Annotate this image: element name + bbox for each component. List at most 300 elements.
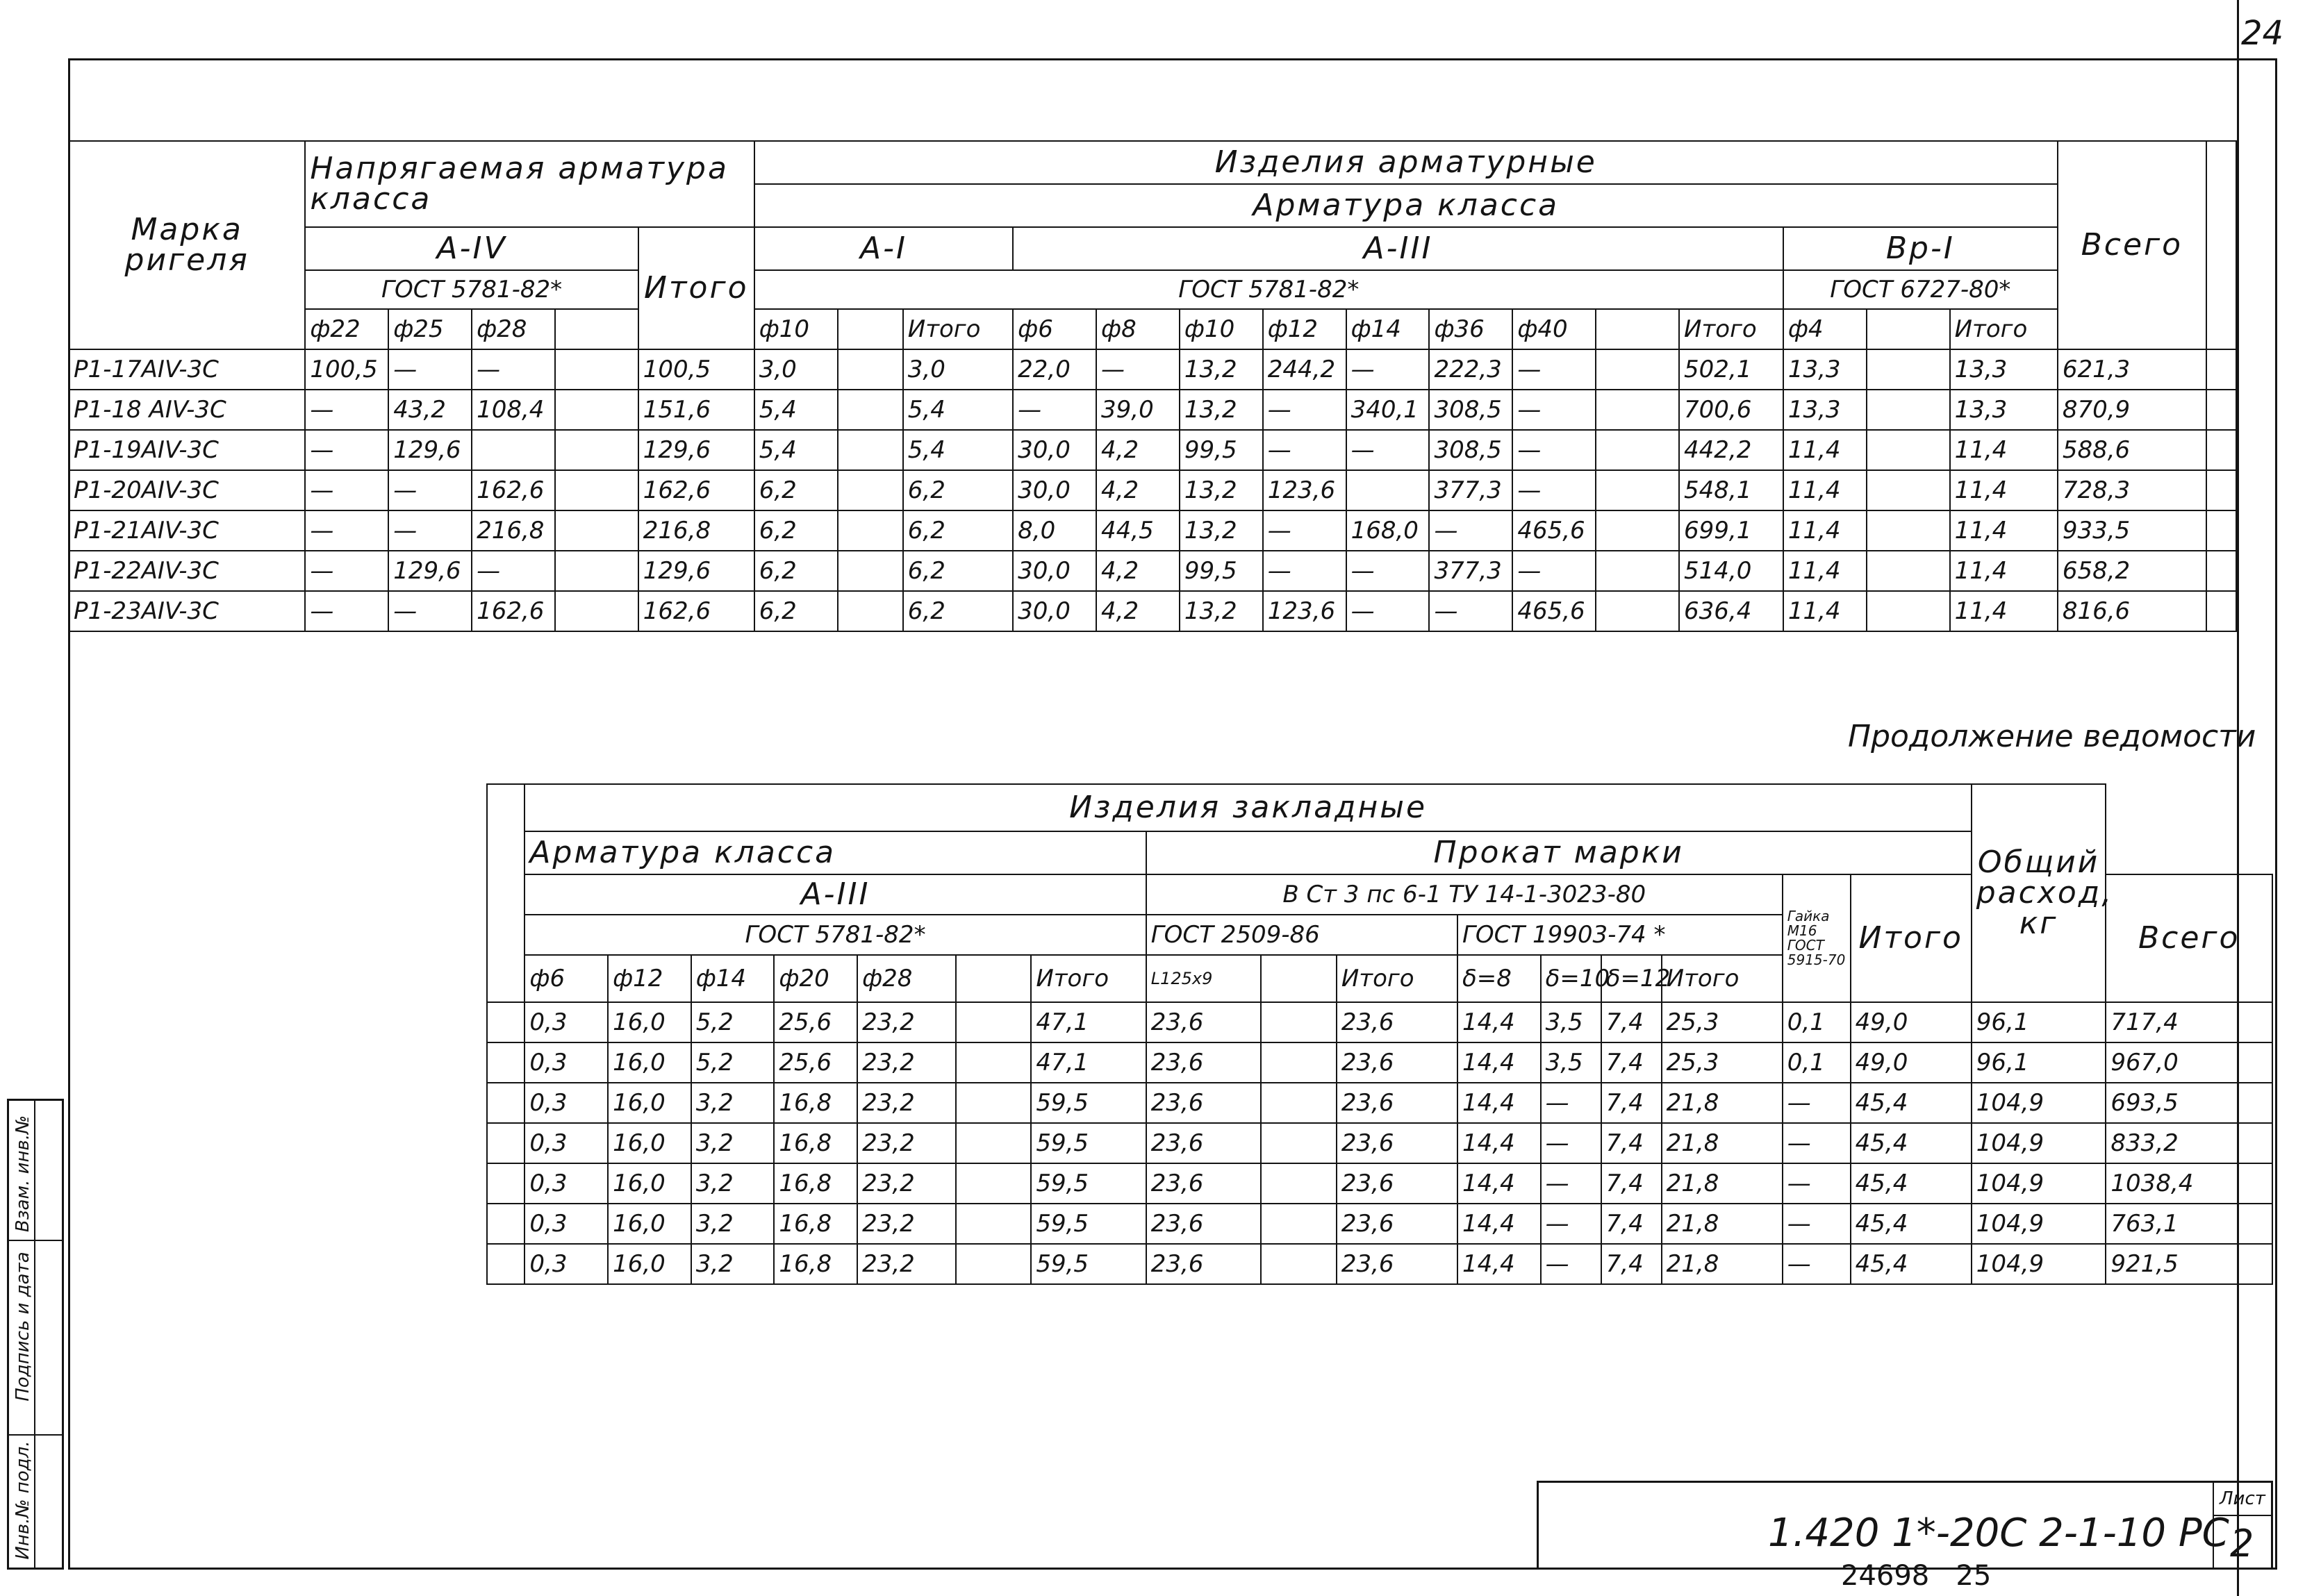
table-cell xyxy=(956,1083,1032,1123)
table-cell: 921,5 xyxy=(2106,1244,2272,1284)
table-cell: — xyxy=(1541,1244,1601,1284)
table-cell: 129,6 xyxy=(638,430,754,470)
header-a3: А-III xyxy=(1013,227,1783,270)
table-cell: — xyxy=(1541,1163,1601,1204)
table-cell: 5,4 xyxy=(754,430,838,470)
table-cell: 14,4 xyxy=(1457,1083,1541,1123)
table-cell: 13,2 xyxy=(1180,470,1263,510)
table-cell: 23,6 xyxy=(1337,1083,1457,1123)
table-cell: 3,5 xyxy=(1541,1002,1601,1042)
left-margin-cell xyxy=(487,1123,524,1163)
table-cell: — xyxy=(1346,430,1430,470)
left-margin-cell xyxy=(487,1163,524,1204)
table-cell: 7,4 xyxy=(1601,1123,1662,1163)
table-cell: 47,1 xyxy=(1031,1042,1146,1083)
sub-header: L125x9 xyxy=(1146,955,1261,1002)
sub-header: δ=8 xyxy=(1457,955,1541,1002)
table-cell: 717,4 xyxy=(2106,1002,2272,1042)
sub-header: ф14 xyxy=(1346,309,1430,349)
table-row xyxy=(69,390,2236,430)
header-gost19903: ГОСТ 19903-74 * xyxy=(1457,915,1783,955)
table-cell: 465,6 xyxy=(1512,510,1596,551)
table-cell: — xyxy=(1346,551,1430,591)
table-cell: 870,9 xyxy=(2058,390,2206,430)
table-cell: 16,0 xyxy=(608,1123,691,1163)
table-cell: 14,4 xyxy=(1457,1244,1541,1284)
table-cell: 23,6 xyxy=(1146,1163,1261,1204)
header-prestressed: Напрягаемая арматура класса xyxy=(305,141,754,227)
table-cell xyxy=(1867,510,1950,551)
sub-header xyxy=(956,955,1032,1002)
table-cell: 49,0 xyxy=(1851,1042,1972,1083)
table-cell: 377,3 xyxy=(1429,551,1512,591)
table-cell: 6,2 xyxy=(754,591,838,631)
table-cell: 13,3 xyxy=(1783,349,1867,390)
table-row xyxy=(69,430,2236,470)
table-cell: 16,0 xyxy=(608,1163,691,1204)
table-cell: 244,2 xyxy=(1263,349,1346,390)
table-cell: 0,3 xyxy=(524,1002,608,1042)
table-cell: — xyxy=(1783,1244,1851,1284)
table-cell: 16,8 xyxy=(774,1123,857,1163)
table-cell: 4,2 xyxy=(1096,591,1180,631)
header-all: Всего xyxy=(2106,874,2272,1002)
table-cell: 6,2 xyxy=(903,551,1013,591)
table-cell: 23,2 xyxy=(857,1244,955,1284)
sub-header: ф36 xyxy=(1429,309,1512,349)
header-vst: В Ст 3 пс 6-1 ТУ 14-1-3023-80 xyxy=(1146,874,1783,915)
reinforcement-table xyxy=(68,140,2237,632)
table-cell: — xyxy=(1429,591,1512,631)
table-cell: 16,0 xyxy=(608,1002,691,1042)
table-cell: 5,4 xyxy=(903,390,1013,430)
header-total-prestressed: Итого xyxy=(638,227,754,349)
table-cell: 308,5 xyxy=(1429,430,1512,470)
table-cell: 59,5 xyxy=(1031,1163,1146,1204)
table-row xyxy=(487,1042,2272,1083)
table-cell: 6,2 xyxy=(903,510,1013,551)
table-cell: 104,9 xyxy=(1972,1204,2106,1244)
table-cell: 14,4 xyxy=(1457,1163,1541,1204)
header-gost2509: ГОСТ 2509-86 xyxy=(1146,915,1457,955)
table-cell: 59,5 xyxy=(1031,1123,1146,1163)
spare-cell xyxy=(2206,551,2236,591)
table-cell: 13,3 xyxy=(1783,390,1867,430)
table-cell: 7,4 xyxy=(1601,1002,1662,1042)
table-cell xyxy=(1596,591,1679,631)
table-cell: 123,6 xyxy=(1263,591,1346,631)
header-nut: Гайка М16 ГОСТ 5915-70 xyxy=(1783,874,1851,1002)
table-cell xyxy=(1867,470,1950,510)
table-cell: — xyxy=(1783,1204,1851,1244)
table-cell: 21,8 xyxy=(1662,1244,1783,1284)
table-cell: 16,0 xyxy=(608,1042,691,1083)
table-cell xyxy=(956,1244,1032,1284)
title-stamp xyxy=(1537,1481,2273,1570)
table-row xyxy=(487,1002,2272,1042)
table-cell: 308,5 xyxy=(1429,390,1512,430)
table-cell xyxy=(1867,591,1950,631)
table-cell: 23,2 xyxy=(857,1163,955,1204)
table-cell: 4,2 xyxy=(1096,470,1180,510)
table-cell: 23,2 xyxy=(857,1204,955,1244)
table-cell: 30,0 xyxy=(1013,551,1096,591)
table-cell: 129,6 xyxy=(638,551,754,591)
table-cell: 123,6 xyxy=(1263,470,1346,510)
table-cell: 23,6 xyxy=(1337,1042,1457,1083)
table-cell xyxy=(555,470,638,510)
sheet-number: 2 xyxy=(2230,1522,2254,1565)
table-cell: 13,2 xyxy=(1180,390,1263,430)
table-cell xyxy=(956,1204,1032,1244)
header-rebar-class: Арматура класса xyxy=(524,831,1146,874)
row-mark: Р1-17АIV-3С xyxy=(69,349,305,390)
table-cell: 763,1 xyxy=(2106,1204,2272,1244)
table-cell: 588,6 xyxy=(2058,430,2206,470)
table-cell xyxy=(1346,470,1430,510)
table-cell: 23,6 xyxy=(1337,1204,1457,1244)
table-cell: — xyxy=(1541,1123,1601,1163)
table-cell: 162,6 xyxy=(638,591,754,631)
table-cell: 21,8 xyxy=(1662,1163,1783,1204)
table-cell: 23,2 xyxy=(857,1123,955,1163)
table-cell: 104,9 xyxy=(1972,1123,2106,1163)
table-cell: 16,0 xyxy=(608,1083,691,1123)
row-mark: Р1-19АIV-3С xyxy=(69,430,305,470)
table-cell: 16,8 xyxy=(774,1083,857,1123)
table-cell: 23,6 xyxy=(1146,1123,1261,1163)
table-cell: 3,5 xyxy=(1541,1042,1601,1083)
margin-label-block xyxy=(7,1099,64,1570)
reinforcement-table-body xyxy=(69,349,2236,631)
table-cell: 7,4 xyxy=(1601,1083,1662,1123)
header-gost-bp: ГОСТ 6727-80* xyxy=(1783,270,2058,309)
table-cell: — xyxy=(1346,591,1430,631)
spare-cell xyxy=(2206,430,2236,470)
table-cell xyxy=(555,390,638,430)
table-cell: 23,6 xyxy=(1146,1042,1261,1083)
table-cell xyxy=(956,1123,1032,1163)
sheet-label: Лист xyxy=(2220,1488,2265,1509)
table-cell: — xyxy=(1096,349,1180,390)
table-cell: — xyxy=(305,430,388,470)
header-a1: А-I xyxy=(754,227,1013,270)
table-cell: 636,4 xyxy=(1679,591,1783,631)
table-cell: 5,2 xyxy=(691,1042,775,1083)
table-cell: — xyxy=(1263,390,1346,430)
sub-header: Итого xyxy=(1662,955,1783,1002)
table-cell: 0,1 xyxy=(1783,1002,1851,1042)
table-cell: — xyxy=(305,470,388,510)
table-cell: — xyxy=(388,349,472,390)
table-cell: 22,0 xyxy=(1013,349,1096,390)
table-row xyxy=(69,510,2236,551)
table-cell: 693,5 xyxy=(2106,1083,2272,1123)
table-cell xyxy=(1261,1163,1337,1204)
header-all: Всего xyxy=(2058,141,2206,349)
table-cell: 16,8 xyxy=(774,1204,857,1244)
table-cell: 108,4 xyxy=(472,390,555,430)
table-cell xyxy=(1596,510,1679,551)
table-cell: 21,8 xyxy=(1662,1204,1783,1244)
table-cell: 5,4 xyxy=(903,430,1013,470)
sub-header xyxy=(1596,309,1679,349)
table-cell: 0,3 xyxy=(524,1042,608,1083)
table-row xyxy=(69,551,2236,591)
table-cell xyxy=(838,551,903,591)
table-cell: 11,4 xyxy=(1783,591,1867,631)
sub-header: ф12 xyxy=(1263,309,1346,349)
table-cell: 833,2 xyxy=(2106,1123,2272,1163)
table-cell: 340,1 xyxy=(1346,390,1430,430)
table-cell xyxy=(472,430,555,470)
table-cell: 23,6 xyxy=(1146,1083,1261,1123)
sub-header xyxy=(1261,955,1337,1002)
table-cell: 23,6 xyxy=(1146,1002,1261,1042)
table-cell: 23,6 xyxy=(1337,1002,1457,1042)
table-cell: — xyxy=(1263,510,1346,551)
header-products: Изделия арматурные xyxy=(754,141,2058,184)
table-cell: 96,1 xyxy=(1972,1042,2106,1083)
stamp-code: 1.420 1*-20С 2-1-10 РС xyxy=(1768,1511,2229,1556)
table-cell: 6,2 xyxy=(754,551,838,591)
table-cell: 3,0 xyxy=(903,349,1013,390)
table-cell: 25,3 xyxy=(1662,1002,1783,1042)
table-cell: 699,1 xyxy=(1679,510,1783,551)
table-row xyxy=(487,1123,2272,1163)
table-cell xyxy=(838,349,903,390)
table-cell: 30,0 xyxy=(1013,591,1096,631)
table-cell: — xyxy=(1512,470,1596,510)
table-cell: — xyxy=(1263,430,1346,470)
left-margin-cell xyxy=(487,1042,524,1083)
table-cell: — xyxy=(305,390,388,430)
embedded-items-table xyxy=(486,783,2273,1285)
table-cell: 25,6 xyxy=(774,1042,857,1083)
table-cell: 23,2 xyxy=(857,1083,955,1123)
table-cell: 4,2 xyxy=(1096,430,1180,470)
table-cell: 1038,4 xyxy=(2106,1163,2272,1204)
table-cell: 514,0 xyxy=(1679,551,1783,591)
table-cell: — xyxy=(388,591,472,631)
sub-header: ф28 xyxy=(472,309,555,349)
table-cell: 100,5 xyxy=(638,349,754,390)
header-bp1: Вр-I xyxy=(1783,227,2058,270)
table-cell: 377,3 xyxy=(1429,470,1512,510)
sub-header xyxy=(1867,309,1950,349)
bottom-note: 24698 25 xyxy=(1841,1560,1992,1592)
table-cell: 23,2 xyxy=(857,1042,955,1083)
table-cell: 129,6 xyxy=(388,551,472,591)
table-cell: 23,6 xyxy=(1337,1244,1457,1284)
table-cell: 6,2 xyxy=(903,591,1013,631)
sub-header: ф6 xyxy=(1013,309,1096,349)
table-cell: 23,6 xyxy=(1146,1204,1261,1244)
table-cell xyxy=(838,430,903,470)
table-cell: 99,5 xyxy=(1180,430,1263,470)
table-cell: 14,4 xyxy=(1457,1042,1541,1083)
table-row xyxy=(487,1163,2272,1204)
header-spare xyxy=(2206,141,2236,349)
header-gost-a: ГОСТ 5781-82* xyxy=(754,270,1783,309)
table-cell xyxy=(1596,349,1679,390)
table-cell: 6,2 xyxy=(754,470,838,510)
embedded-items-table-body xyxy=(487,1002,2272,1284)
table-cell: 7,4 xyxy=(1601,1163,1662,1204)
table-cell: 104,9 xyxy=(1972,1163,2106,1204)
sub-header: ф12 xyxy=(608,955,691,1002)
table-cell xyxy=(1596,470,1679,510)
table-cell: 0,3 xyxy=(524,1163,608,1204)
continuation-caption: Продолжение ведомости xyxy=(1848,719,2256,754)
table-cell: — xyxy=(1783,1163,1851,1204)
table-cell: 933,5 xyxy=(2058,510,2206,551)
table-cell xyxy=(1867,430,1950,470)
header-mark: Марка ригеля xyxy=(69,141,305,349)
header-total-embedded: Итого xyxy=(1851,874,1972,1002)
table-cell: — xyxy=(305,551,388,591)
table-cell: 621,3 xyxy=(2058,349,2206,390)
sub-header: δ=10 xyxy=(1541,955,1601,1002)
table-cell: 162,6 xyxy=(472,470,555,510)
table-cell: 13,2 xyxy=(1180,510,1263,551)
table-cell xyxy=(956,1042,1032,1083)
sub-header xyxy=(555,309,638,349)
table-cell xyxy=(555,430,638,470)
table-cell: 100,5 xyxy=(305,349,388,390)
sub-header: ф6 xyxy=(524,955,608,1002)
table-cell: 11,4 xyxy=(1950,470,2058,510)
table-cell: — xyxy=(1263,551,1346,591)
table-cell: 162,6 xyxy=(472,591,555,631)
table-cell: 30,0 xyxy=(1013,470,1096,510)
table-cell: 502,1 xyxy=(1679,349,1783,390)
header-a4: А-IV xyxy=(305,227,638,270)
sub-header: ф40 xyxy=(1512,309,1596,349)
sub-header xyxy=(838,309,903,349)
table-cell: 168,0 xyxy=(1346,510,1430,551)
table-cell: 25,6 xyxy=(774,1002,857,1042)
table-cell: 13,2 xyxy=(1180,349,1263,390)
table-cell: 3,0 xyxy=(754,349,838,390)
table-cell: — xyxy=(305,510,388,551)
table-cell xyxy=(1867,349,1950,390)
spare-cell xyxy=(2206,591,2236,631)
table-cell: 11,4 xyxy=(1950,510,2058,551)
table-cell: 3,2 xyxy=(691,1083,775,1123)
table-row xyxy=(69,591,2236,631)
table-cell: 222,3 xyxy=(1429,349,1512,390)
table-cell: 0,3 xyxy=(524,1083,608,1123)
table-cell xyxy=(1596,430,1679,470)
sub-header: ф8 xyxy=(1096,309,1180,349)
table-cell xyxy=(956,1002,1032,1042)
table-cell: — xyxy=(1783,1123,1851,1163)
sub-header: Итого xyxy=(903,309,1013,349)
table-cell: — xyxy=(1346,349,1430,390)
corner-number: 24 xyxy=(2241,14,2284,53)
table-cell: 43,2 xyxy=(388,390,472,430)
left-margin-cell xyxy=(487,1244,524,1284)
table-cell: 45,4 xyxy=(1851,1083,1972,1123)
table-cell xyxy=(1596,390,1679,430)
table-cell: 25,3 xyxy=(1662,1042,1783,1083)
table-cell xyxy=(1261,1083,1337,1123)
table-cell xyxy=(1867,551,1950,591)
table-cell xyxy=(555,551,638,591)
table-cell: 465,6 xyxy=(1512,591,1596,631)
table-cell xyxy=(1261,1204,1337,1244)
table-cell: 23,2 xyxy=(857,1002,955,1042)
table-cell: 14,4 xyxy=(1457,1123,1541,1163)
header-a3: А-III xyxy=(524,874,1146,915)
sub-header: ф10 xyxy=(754,309,838,349)
table-cell: 658,2 xyxy=(2058,551,2206,591)
header-overall: Общий расход, кг xyxy=(1972,784,2106,1002)
sub-header: δ=12 xyxy=(1601,955,1662,1002)
sub-header: ф4 xyxy=(1783,309,1867,349)
table-cell: 7,4 xyxy=(1601,1244,1662,1284)
header-gost-a4: ГОСТ 5781-82* xyxy=(305,270,638,309)
table-cell: 8,0 xyxy=(1013,510,1096,551)
table-cell: — xyxy=(388,470,472,510)
left-margin-col xyxy=(487,784,524,1002)
table-cell: 967,0 xyxy=(2106,1042,2272,1083)
table-cell xyxy=(555,510,638,551)
table-cell: 14,4 xyxy=(1457,1204,1541,1244)
table-cell: 21,8 xyxy=(1662,1123,1783,1163)
table-cell: — xyxy=(1541,1083,1601,1123)
table-cell: 59,5 xyxy=(1031,1204,1146,1244)
table-cell: 162,6 xyxy=(638,470,754,510)
spare-cell xyxy=(2206,390,2236,430)
sub-header: Итого xyxy=(1337,955,1457,1002)
table-cell: — xyxy=(1512,430,1596,470)
table-cell: 59,5 xyxy=(1031,1244,1146,1284)
table-cell: 16,0 xyxy=(608,1204,691,1244)
table-cell: 104,9 xyxy=(1972,1083,2106,1123)
left-margin-cell xyxy=(487,1083,524,1123)
sub-header: Итого xyxy=(1950,309,2058,349)
table-cell: 11,4 xyxy=(1783,430,1867,470)
table-cell: 16,0 xyxy=(608,1244,691,1284)
table-cell: — xyxy=(1512,390,1596,430)
spare-cell xyxy=(2206,470,2236,510)
table-cell: 0,3 xyxy=(524,1244,608,1284)
table-cell xyxy=(1867,390,1950,430)
table-cell: — xyxy=(1783,1083,1851,1123)
table-cell: 151,6 xyxy=(638,390,754,430)
table-cell: 700,6 xyxy=(1679,390,1783,430)
table-cell: 442,2 xyxy=(1679,430,1783,470)
sub-header: ф25 xyxy=(388,309,472,349)
table-cell: 11,4 xyxy=(1950,591,2058,631)
table-cell: — xyxy=(472,551,555,591)
table-cell: 104,9 xyxy=(1972,1244,2106,1284)
row-mark: Р1-20АIV-3С xyxy=(69,470,305,510)
table-cell: — xyxy=(1541,1204,1601,1244)
table-row xyxy=(69,470,2236,510)
row-mark: Р1-21АIV-3С xyxy=(69,510,305,551)
table-cell: — xyxy=(1512,349,1596,390)
table-cell: 216,8 xyxy=(638,510,754,551)
sub-header: ф14 xyxy=(691,955,775,1002)
table-cell: 23,6 xyxy=(1146,1244,1261,1284)
table-cell: 23,6 xyxy=(1337,1123,1457,1163)
sub-header: Итого xyxy=(1679,309,1783,349)
table-cell xyxy=(1261,1002,1337,1042)
table-cell: 3,2 xyxy=(691,1163,775,1204)
